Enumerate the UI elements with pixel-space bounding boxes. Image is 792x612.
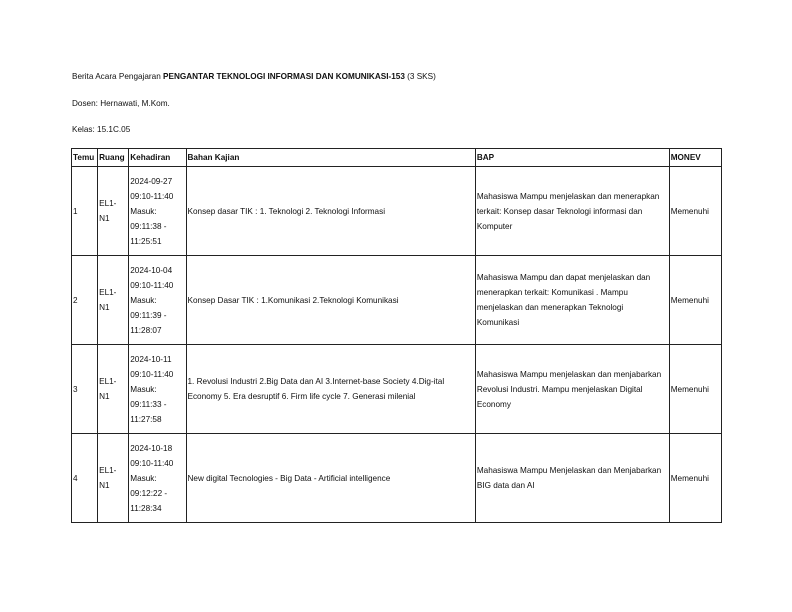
cell-ruang: EL1- N1 [98, 256, 129, 345]
cell-monev: Memenuhi [669, 256, 721, 345]
attendance-table [71, 148, 722, 523]
title-suffix: (3 SKS) [404, 72, 436, 81]
cell-kehadiran: 2024-10-11 09:10-11:40 Masuk: 09:11:33 - 11:27:58 [129, 345, 186, 434]
cell-temu: 1 [72, 167, 98, 256]
table-row [72, 345, 722, 434]
header-bap: BAP [475, 149, 669, 167]
cell-bahan-kajian: Konsep dasar TIK : 1. Teknologi 2. Teknologi Informasi [186, 167, 475, 256]
cell-temu: 2 [72, 256, 98, 345]
cell-monev: Memenuhi [669, 434, 721, 523]
title-prefix: Berita Acara Pengajaran [72, 72, 164, 81]
class-line: Kelas: 15.1C.05 [72, 125, 131, 134]
course-name: PENGANTAR TEKNOLOGI INFORMASI DAN KOMUNIKASI-153 [163, 72, 405, 81]
cell-monev: Memenuhi [669, 345, 721, 434]
cell-bahan-kajian: Konsep Dasar TIK : 1.Komunikasi 2.Teknologi Komunikasi [186, 256, 475, 345]
cell-ruang: EL1- N1 [98, 345, 129, 434]
cell-bap: Mahasiswa Mampu menjelaskan dan menerapkan terkait: Konsep dasar Teknologi informasi dan Komputer [475, 167, 669, 256]
header-bahan-kajian: Bahan Kajian [186, 149, 475, 167]
cell-bap: Mahasiswa Mampu Menjelaskan dan Menjabarkan BIG data dan AI [475, 434, 669, 523]
cell-bahan-kajian: New digital Tecnologies - Big Data - Artificial intelligence [186, 434, 475, 523]
cell-bap: Mahasiswa Mampu dan dapat menjelaskan dan menerapkan terkait: Komunikasi . Mampu menjelaskan dan menerapkan Teknologi Komunikasi [475, 256, 669, 345]
cell-ruang: EL1- N1 [98, 434, 129, 523]
table-row [72, 434, 722, 523]
header-temu: Temu [72, 149, 98, 167]
cell-ruang: EL1- N1 [98, 167, 129, 256]
cell-kehadiran: 2024-09-27 09:10-11:40 Masuk: 09:11:38 - 11:25:51 [129, 167, 186, 256]
document-title [72, 72, 436, 82]
table-row [72, 256, 722, 345]
header-kehadiran: Kehadiran [129, 149, 186, 167]
lecturer-line: Dosen: Hernawati, M.Kom. [72, 99, 170, 108]
cell-temu: 3 [72, 345, 98, 434]
table-header-row [72, 149, 722, 167]
cell-temu: 4 [72, 434, 98, 523]
cell-bahan-kajian: 1. Revolusi Industri 2.Big Data dan AI 3.Internet-base Society 4.Dig-ital Economy 5. Era desruptif 6. Firm life cycle 7. Generasi milenial [186, 345, 475, 434]
cell-kehadiran: 2024-10-18 09:10-11:40 Masuk: 09:12:22 - 11:28:34 [129, 434, 186, 523]
cell-bap: Mahasiswa Mampu menjelaskan dan menjabarkan Revolusi Industri. Mampu menjelaskan Digital Economy [475, 345, 669, 434]
header-monev: MONEV [669, 149, 721, 167]
header-ruang: Ruang [98, 149, 129, 167]
cell-monev: Memenuhi [669, 167, 721, 256]
cell-kehadiran: 2024-10-04 09:10-11:40 Masuk: 09:11:39 - 11:28:07 [129, 256, 186, 345]
table-row [72, 167, 722, 256]
